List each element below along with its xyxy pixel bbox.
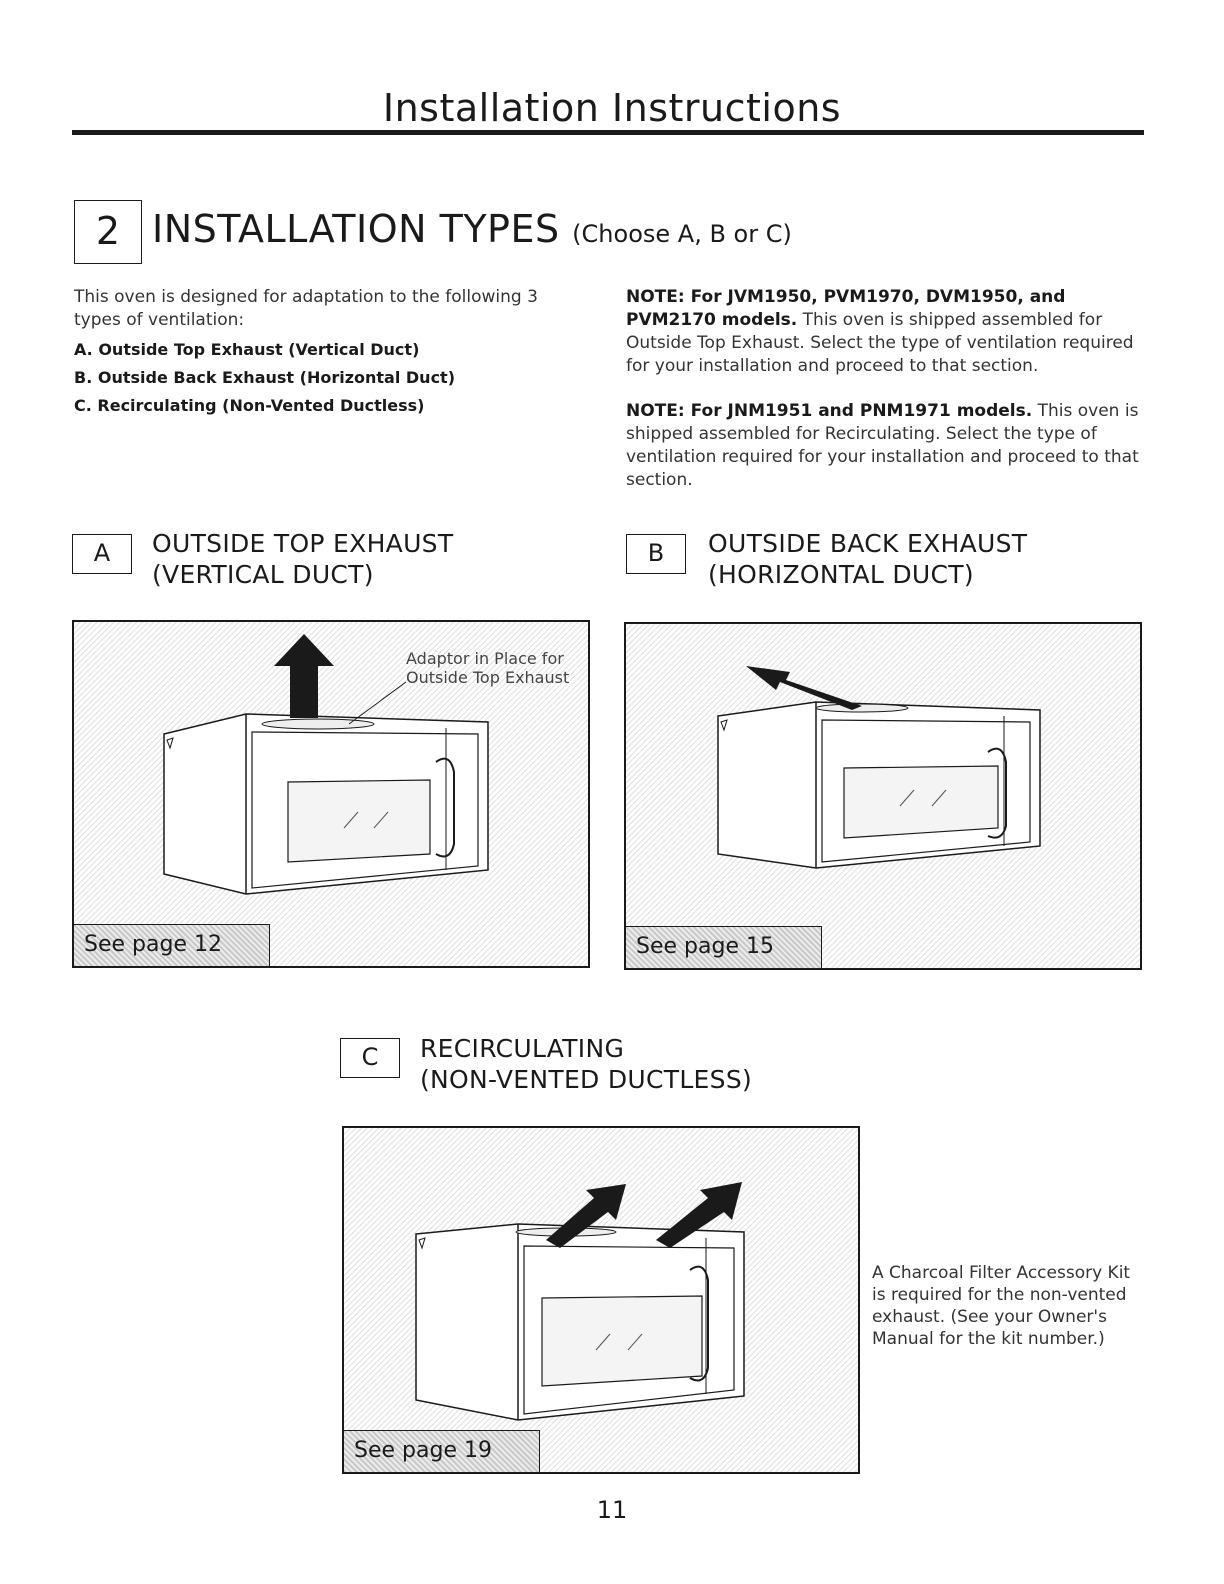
- charcoal-filter-note: A Charcoal Filter Accessory Kit is required for the non-vented exhaust. (See your Owner's Manual for the kit number.): [872, 1263, 1131, 1349]
- section-c-title-line1: RECIRCULATING: [420, 1034, 625, 1063]
- section-c-letter: C: [340, 1038, 400, 1078]
- see-page-b: See page 15: [626, 926, 822, 968]
- step-heading: [152, 207, 792, 251]
- figure-a: [72, 620, 590, 968]
- section-a-title: [152, 528, 453, 590]
- section-b-title-line1: OUTSIDE BACK EXHAUST: [708, 529, 1028, 558]
- section-b-title-line2: (HORIZONTAL DUCT): [708, 560, 974, 589]
- section-a-letter: A: [72, 534, 132, 574]
- page-number: 11: [596, 1496, 628, 1524]
- section-b-letter: B: [626, 534, 686, 574]
- section-a-title-line2: (VERTICAL DUCT): [152, 560, 374, 589]
- page-title: Installation Instructions: [382, 86, 842, 130]
- note-1-text: This oven is shipped assembled for Outside Top Exhaust. Select the type of ventilation required for your installation and proceed to that section.: [626, 310, 1134, 376]
- see-page-c: See page 19: [344, 1430, 540, 1472]
- title-rule: [72, 130, 1144, 135]
- notes: [626, 286, 1146, 492]
- figure-c: [342, 1126, 860, 1474]
- option-a: A. Outside Top Exhaust (Vertical Duct): [74, 340, 420, 359]
- option-list: [74, 336, 574, 420]
- section-b-title: [708, 528, 1027, 590]
- step-subheading: (Choose A, B or C): [572, 220, 792, 248]
- option-b: B. Outside Back Exhaust (Horizontal Duct): [74, 368, 456, 387]
- adaptor-callout-line2: Outside Top Exhaust: [406, 668, 570, 687]
- step-number-box: 2: [74, 200, 142, 264]
- option-c: C. Recirculating (Non-Vented Ductless): [74, 396, 425, 415]
- step-heading-text: INSTALLATION TYPES: [152, 207, 560, 251]
- section-a-title-line1: OUTSIDE TOP EXHAUST: [152, 529, 454, 558]
- note-2-text: This oven is shipped assembled for Recirculating. Select the type of ventilation required for your installation and proceed to that section.: [626, 401, 1139, 490]
- figure-b: [624, 622, 1142, 970]
- see-page-a: See page 12: [74, 924, 270, 966]
- note-1-bold: NOTE: For JVM1950, PVM1970, DVM1950, and PVM2170 models.: [626, 287, 1066, 330]
- intro-text: This oven is designed for adaptation to the following 3 types of ventilation:: [74, 287, 538, 330]
- adaptor-callout-line1: Adaptor in Place for: [406, 649, 564, 668]
- adaptor-callout: [406, 649, 569, 687]
- note-2: [626, 400, 1146, 492]
- note-1: [626, 286, 1146, 378]
- microwave-c-illustration: [344, 1128, 860, 1474]
- microwave-b-illustration: [626, 624, 1142, 970]
- section-c-title-line2: (NON-VENTED DUCTLESS): [420, 1065, 753, 1094]
- note-2-bold: NOTE: For JNM1951 and PNM1971 models.: [626, 401, 1033, 421]
- section-c-title: [420, 1033, 752, 1095]
